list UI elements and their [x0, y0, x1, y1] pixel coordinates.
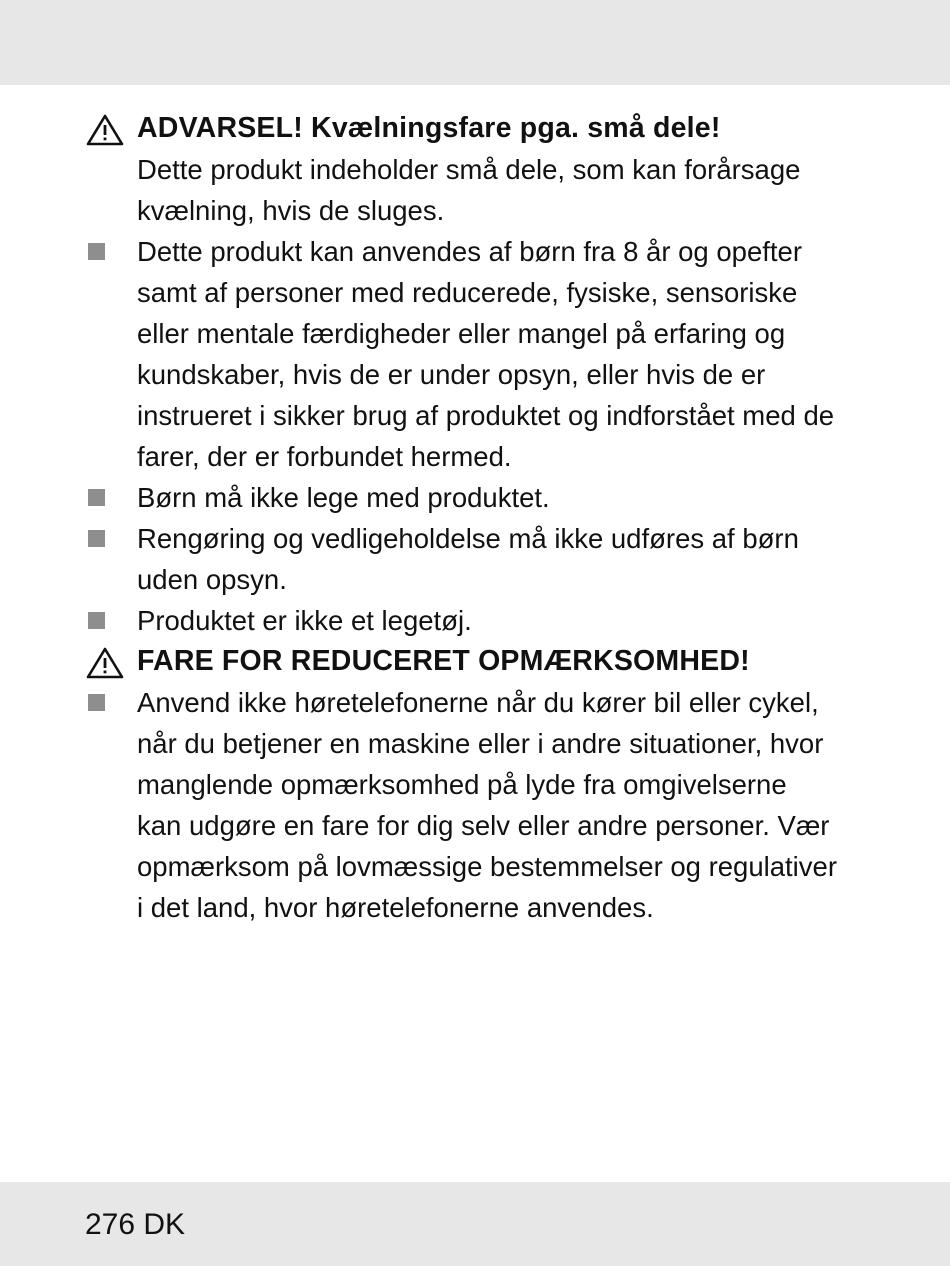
page-number: 276 DK	[85, 1208, 186, 1241]
list-item	[0, 477, 950, 518]
text-line: Rengøring og vedligeholdelse må ikke udføres af børn	[137, 523, 799, 554]
warning-heading-attention	[0, 641, 950, 682]
square-bullet-icon	[88, 612, 105, 629]
square-bullet-icon	[88, 694, 105, 711]
text-line: manglende opmærksomhed på lyde fra omgivelserne	[137, 769, 787, 800]
text-line: opmærksom på lovmæssige bestemmelser og regulativer	[137, 851, 837, 882]
intro-paragraph	[0, 149, 950, 231]
text-line: når du betjener en maskine eller i andre situationer, hvor	[137, 728, 824, 759]
list-item	[0, 600, 950, 641]
text-line: Børn må ikke lege med produktet.	[137, 482, 550, 513]
heading-text: FARE FOR REDUCERET OPMÆRKSOMHED!	[137, 645, 750, 677]
warning-triangle-icon	[86, 647, 124, 679]
square-bullet-icon	[88, 489, 105, 506]
text-line: Anvend ikke høretelefonerne når du kører bil eller cykel,	[137, 687, 819, 718]
heading-text: ADVARSEL! Kvælningsfare pga. små dele!	[137, 112, 721, 144]
text-line: uden opsyn.	[137, 564, 287, 595]
list-item	[0, 518, 950, 600]
text-line: i det land, hvor høretelefonerne anvendes.	[137, 892, 654, 923]
text-line: Produktet er ikke et legetøj.	[137, 605, 472, 636]
text-line: kvælning, hvis de sluges.	[137, 195, 445, 226]
warning-triangle-icon	[86, 114, 124, 146]
text-line: Dette produkt indeholder små dele, som kan forårsage	[137, 154, 801, 185]
text-line: instrueret i sikker brug af produktet og indforstået med de	[137, 400, 835, 431]
text-line: kundskaber, hvis de er under opsyn, eller hvis de er	[137, 359, 766, 390]
list-item	[0, 682, 950, 928]
page-content	[0, 108, 950, 928]
text-line: eller mentale færdigheder eller mangel på erfaring og	[137, 318, 786, 349]
header-band	[0, 0, 950, 85]
square-bullet-icon	[88, 243, 105, 260]
text-line: samt af personer med reducerede, fysiske, sensoriske	[137, 277, 798, 308]
text-line: Dette produkt kan anvendes af børn fra 8 år og opefter	[137, 236, 802, 267]
text-line: farer, der er forbundet hermed.	[137, 441, 512, 472]
square-bullet-icon	[88, 530, 105, 547]
warning-heading-choking	[0, 108, 950, 149]
list-item	[0, 231, 950, 477]
text-line: kan udgøre en fare for dig selv eller andre personer. Vær	[137, 810, 830, 841]
